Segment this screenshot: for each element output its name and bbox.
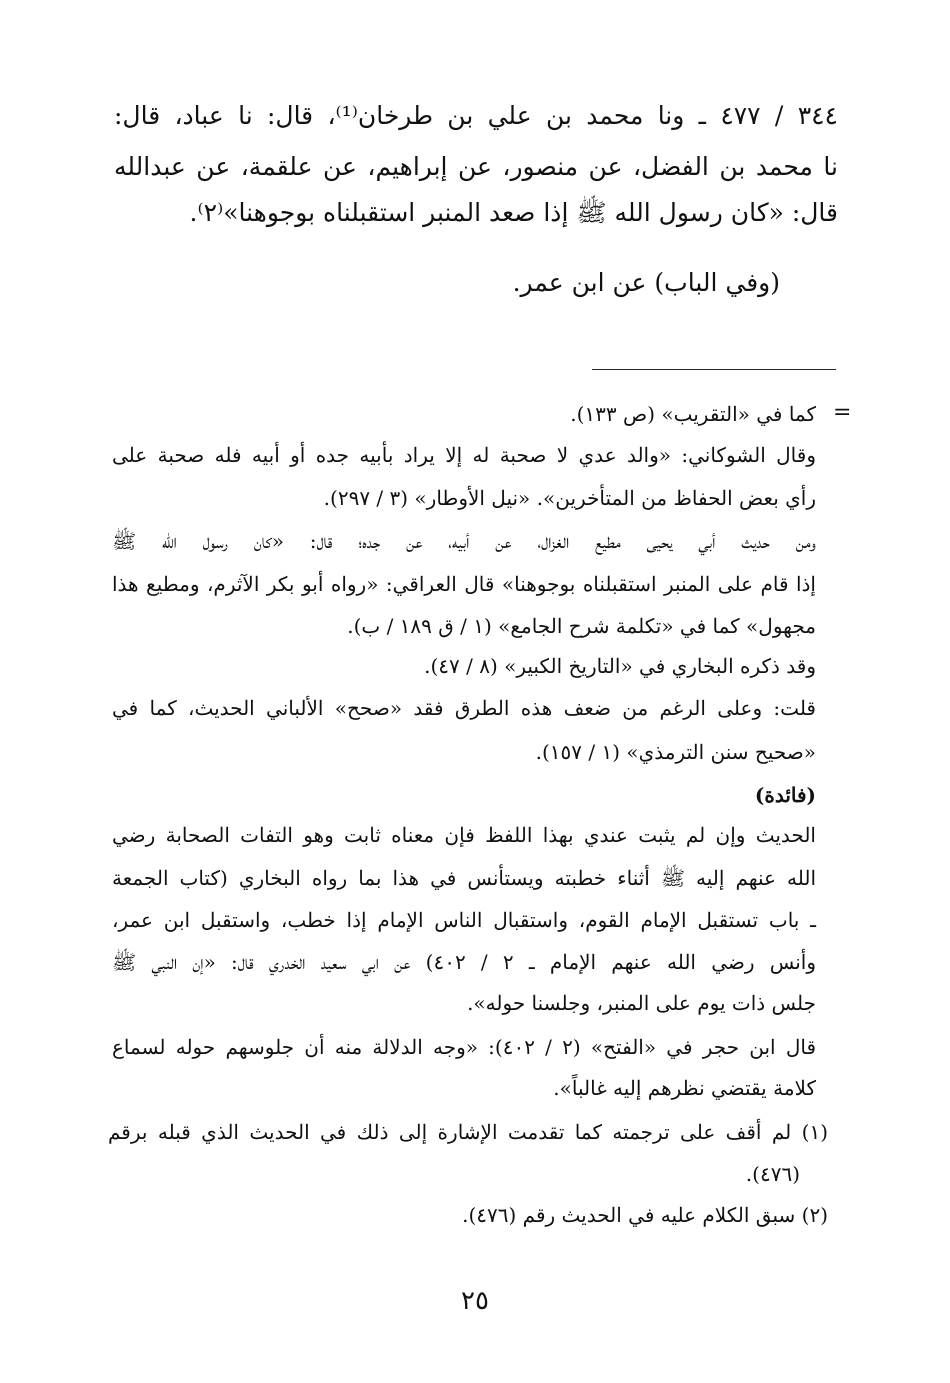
footnote-1-line-1: (١) لم أقف على ترجمته كما تقدمت الإشارة إلى ذلك في الحديث الذي قبله برقم (108, 1120, 828, 1144)
footnote-line-16: قال ابن حجر في «الفتح» (٢ / ٤٠٢): «وجه الدلالة منه أن جلوسهم حوله لسماع (112, 1035, 817, 1059)
footnote-line-4: ومن حديث أبي يحيى مطيع الغزال، عن أبيه، عن جده؛ قال: «كان رسول الله ﷺ (112, 529, 816, 553)
footnote-line-1: كما في «التقريب» (ص ١٣٣). (570, 402, 816, 426)
main-text-line-4: (وفي الباب) عن ابن عمر. (512, 268, 780, 297)
footnote-separator-rule (592, 369, 836, 370)
footnote-1-line-2: (٤٧٦). (745, 1162, 800, 1186)
footnote-line-7: وقد ذكره البخاري في «التاريخ الكبير» (٨ / ٤٧). (424, 654, 816, 678)
footnote-line-3: رأي بعض الحفاظ من المتأخرين». «نيل الأوطار» (٣ / ٢٩٧). (323, 486, 816, 510)
footnote-line-8: قلت: وعلى الرغم من ضعف هذه الطرق فقد «صحح» الألباني الحديث، كما في (112, 696, 816, 720)
footnote-line-9: «صحيح سنن الترمذي» (١ / ١٥٧). (535, 740, 816, 764)
footnote-line-5: إذا قام على المنبر استقبلناه بوجوهنا» قال العراقي: «رواه أبو بكر الآثرم، ومطيع هذا (112, 572, 816, 596)
footnote-line-12: الله عنهم إليه ﷺ أثناء خطبته ويستأنس في هذا بما رواه البخاري (كتاب الجمعة (112, 866, 816, 890)
footnote-2: (٢) سبق الكلام عليه في الحديث رقم (٤٧٦). (462, 1203, 828, 1227)
main-text-line-2: نا محمد بن الفضل، عن منصور، عن إبراهيم، عن علقمة، عن عبدالله (114, 152, 838, 181)
main-text-line-1: ٣٤٤ / ٤٧٧ ـ ونا محمد بن علي بن طرخان⁽¹⁾، قال: نا عباد، قال: (114, 101, 838, 130)
continuation-mark: = (833, 400, 852, 425)
footnote-line-13: ـ باب تستقبل الإمام القوم، واستقبال الناس الإمام إذا خطب، واستقبل ابن عمر، (112, 908, 816, 932)
footnote-line-17: كلامة يقتضي نظرهم إليه غالباً». (553, 1076, 816, 1100)
main-text-line-3: قال: «كان رسول الله ﷺ إذا صعد المنبر استقبلناه بوجوهنا»⁽٢⁾. (189, 198, 838, 227)
footnote-heading-faida: (فائدة) (754, 783, 816, 807)
footnote-line-2: وقال الشوكاني: «والد عدي لا صحبة له إلا يراد بأبيه جده أو أبيه فله صحبة على (112, 443, 816, 467)
page-number: ٢٥ (461, 1286, 489, 1316)
footnote-line-11: الحديث وإن لم يثبت عندي بهذا اللفظ فإن معناه ثابت وهو التفات الصحابة رضي (112, 823, 816, 847)
footnote-line-6: مجهول» كما في «تكلمة شرح الجامع» (١ / ق ١٨٩ / ب). (347, 614, 816, 638)
footnote-line-14: وأنس رضي الله عنهم الإمام ـ ٢ / ٤٠٢) عن ابي سعيد الخدري قال: «إن النبي ﷺ (112, 950, 817, 974)
footnote-line-15: جلس ذات يوم على المنبر، وجلسنا حوله». (467, 991, 816, 1015)
